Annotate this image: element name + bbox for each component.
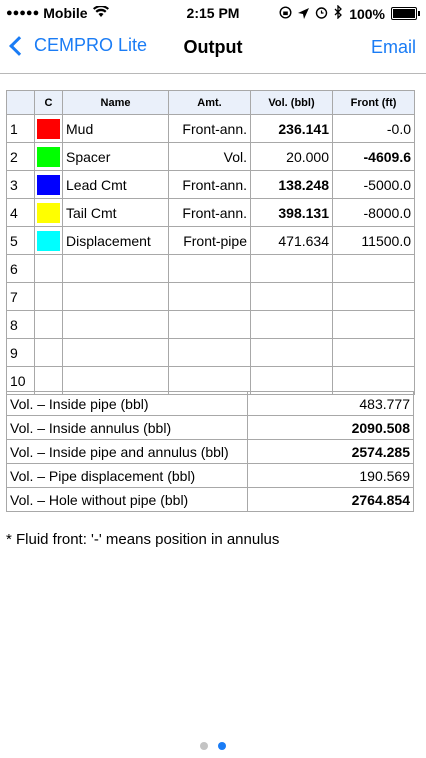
fluid-amount-type[interactable] xyxy=(169,283,251,311)
fluid-volume[interactable] xyxy=(251,339,333,367)
fluid-amount-type[interactable]: Vol. xyxy=(169,143,251,171)
row-number: 8 xyxy=(7,311,35,339)
row-number: 2 xyxy=(7,143,35,171)
fluid-amount-type[interactable]: Front-ann. xyxy=(169,199,251,227)
fluid-name[interactable] xyxy=(63,283,169,311)
fluid-volume[interactable] xyxy=(251,283,333,311)
fluid-row[interactable] xyxy=(7,115,415,143)
fluid-front[interactable]: -0.0 xyxy=(333,115,415,143)
fluid-name[interactable] xyxy=(63,311,169,339)
header-name: Name xyxy=(63,91,169,115)
bluetooth-icon xyxy=(334,5,343,22)
fluid-row[interactable] xyxy=(7,339,415,367)
fluid-amount-type[interactable]: Front-ann. xyxy=(169,171,251,199)
color-swatch xyxy=(37,343,60,363)
fluid-name[interactable] xyxy=(63,339,169,367)
fluid-color-cell[interactable] xyxy=(35,255,63,283)
fluid-name[interactable]: Displacement xyxy=(63,227,169,255)
status-icons xyxy=(279,5,420,22)
fluid-color-cell[interactable] xyxy=(35,143,63,171)
color-swatch xyxy=(37,175,60,195)
fluid-row[interactable] xyxy=(7,171,415,199)
row-number: 6 xyxy=(7,255,35,283)
summary-row xyxy=(7,440,414,464)
fluid-front[interactable]: -8000.0 xyxy=(333,199,415,227)
fluid-color-cell[interactable] xyxy=(35,339,63,367)
fluid-front[interactable]: -5000.0 xyxy=(333,171,415,199)
row-number: 1 xyxy=(7,115,35,143)
fluid-volume[interactable]: 471.634 xyxy=(251,227,333,255)
summary-value: 2090.508 xyxy=(248,416,414,440)
fluid-amount-type[interactable] xyxy=(169,255,251,283)
fluid-row[interactable] xyxy=(7,143,415,171)
summary-label: Vol. – Pipe displacement (bbl) xyxy=(7,464,248,488)
color-swatch xyxy=(37,119,60,139)
fluid-color-cell[interactable] xyxy=(35,199,63,227)
fluid-amount-type[interactable] xyxy=(169,339,251,367)
summary-row xyxy=(7,464,414,488)
header-volume: Vol. (bbl) xyxy=(251,91,333,115)
summary-value: 2764.854 xyxy=(248,488,414,512)
color-swatch xyxy=(37,259,60,279)
carrier-label: Mobile xyxy=(43,5,88,21)
page-title: Output xyxy=(183,37,243,57)
battery-percent: 100% xyxy=(349,5,385,22)
fluid-front[interactable] xyxy=(333,255,415,283)
summary-value: 2574.285 xyxy=(248,440,414,464)
fluid-color-cell[interactable] xyxy=(35,283,63,311)
row-number: 7 xyxy=(7,283,35,311)
fluid-row[interactable] xyxy=(7,227,415,255)
color-swatch xyxy=(37,231,60,251)
row-number: 5 xyxy=(7,227,35,255)
fluid-front[interactable]: 11500.0 xyxy=(333,227,415,255)
summary-row xyxy=(7,416,414,440)
fluid-volume[interactable]: 138.248 xyxy=(251,171,333,199)
fluid-front[interactable] xyxy=(333,339,415,367)
signal-strength-icon: ●●●●● xyxy=(6,7,40,19)
fluid-row[interactable] xyxy=(7,199,415,227)
fluid-front-note: * Fluid front: '-' means position in annulus xyxy=(6,531,280,548)
header-number xyxy=(7,91,35,115)
fluid-volume[interactable] xyxy=(251,311,333,339)
summary-row xyxy=(7,392,414,416)
page-dot xyxy=(200,742,208,750)
status-bar xyxy=(0,0,426,26)
email-button[interactable]: Email xyxy=(370,37,416,57)
fluid-front[interactable]: -4609.6 xyxy=(333,143,415,171)
battery-icon xyxy=(391,7,420,20)
fluid-color-cell[interactable] xyxy=(35,227,63,255)
row-number: 3 xyxy=(7,171,35,199)
fluid-volume[interactable] xyxy=(251,255,333,283)
back-button-label: CEMPRO Lite xyxy=(34,35,148,55)
fluid-color-cell[interactable] xyxy=(35,311,63,339)
header-front: Front (ft) xyxy=(333,91,415,115)
fluid-row[interactable] xyxy=(7,311,415,339)
summary-label: Vol. – Inside pipe and annulus (bbl) xyxy=(7,440,248,464)
header-amount: Amt. xyxy=(169,91,251,115)
page-dot-active xyxy=(218,742,226,750)
location-arrow-icon xyxy=(298,6,309,22)
fluids-table xyxy=(6,90,415,395)
fluid-color-cell[interactable] xyxy=(35,115,63,143)
summary-label: Vol. – Inside annulus (bbl) xyxy=(7,416,248,440)
fluids-header-row xyxy=(7,91,415,115)
fluid-name[interactable]: Lead Cmt xyxy=(63,171,169,199)
color-swatch xyxy=(37,203,60,223)
fluid-color-cell[interactable] xyxy=(35,171,63,199)
status-time: 2:15 PM xyxy=(186,5,240,21)
color-swatch xyxy=(37,147,60,167)
fluid-front[interactable] xyxy=(333,311,415,339)
fluid-row[interactable] xyxy=(7,255,415,283)
fluid-amount-type[interactable]: Front-pipe xyxy=(169,227,251,255)
fluid-row[interactable] xyxy=(7,283,415,311)
navigation-bar xyxy=(0,26,426,74)
color-swatch xyxy=(37,287,60,307)
page-indicator[interactable] xyxy=(0,742,426,750)
summary-label: Vol. – Inside pipe (bbl) xyxy=(7,392,248,416)
fluid-amount-type[interactable] xyxy=(169,311,251,339)
fluid-volume[interactable]: 20.000 xyxy=(251,143,333,171)
fluid-volume[interactable]: 236.141 xyxy=(251,115,333,143)
fluid-amount-type[interactable]: Front-ann. xyxy=(169,115,251,143)
fluid-front[interactable] xyxy=(333,283,415,311)
summary-value: 483.777 xyxy=(248,392,414,416)
color-swatch xyxy=(37,371,60,391)
row-number: 4 xyxy=(7,199,35,227)
header-color: C xyxy=(35,91,63,115)
fluid-name[interactable]: Spacer xyxy=(63,143,169,171)
summary-value: 190.569 xyxy=(248,464,414,488)
summary-row xyxy=(7,488,414,512)
rotation-lock-icon xyxy=(279,6,292,22)
fluid-name[interactable] xyxy=(63,255,169,283)
color-swatch xyxy=(37,315,60,335)
fluid-name[interactable]: Tail Cmt xyxy=(63,199,169,227)
row-number: 10 xyxy=(7,367,35,395)
row-number: 9 xyxy=(7,339,35,367)
alarm-icon xyxy=(315,6,328,22)
volume-summary-table xyxy=(6,391,414,512)
fluid-volume[interactable]: 398.131 xyxy=(251,199,333,227)
fluid-name[interactable]: Mud xyxy=(63,115,169,143)
summary-label: Vol. – Hole without pipe (bbl) xyxy=(7,488,248,512)
